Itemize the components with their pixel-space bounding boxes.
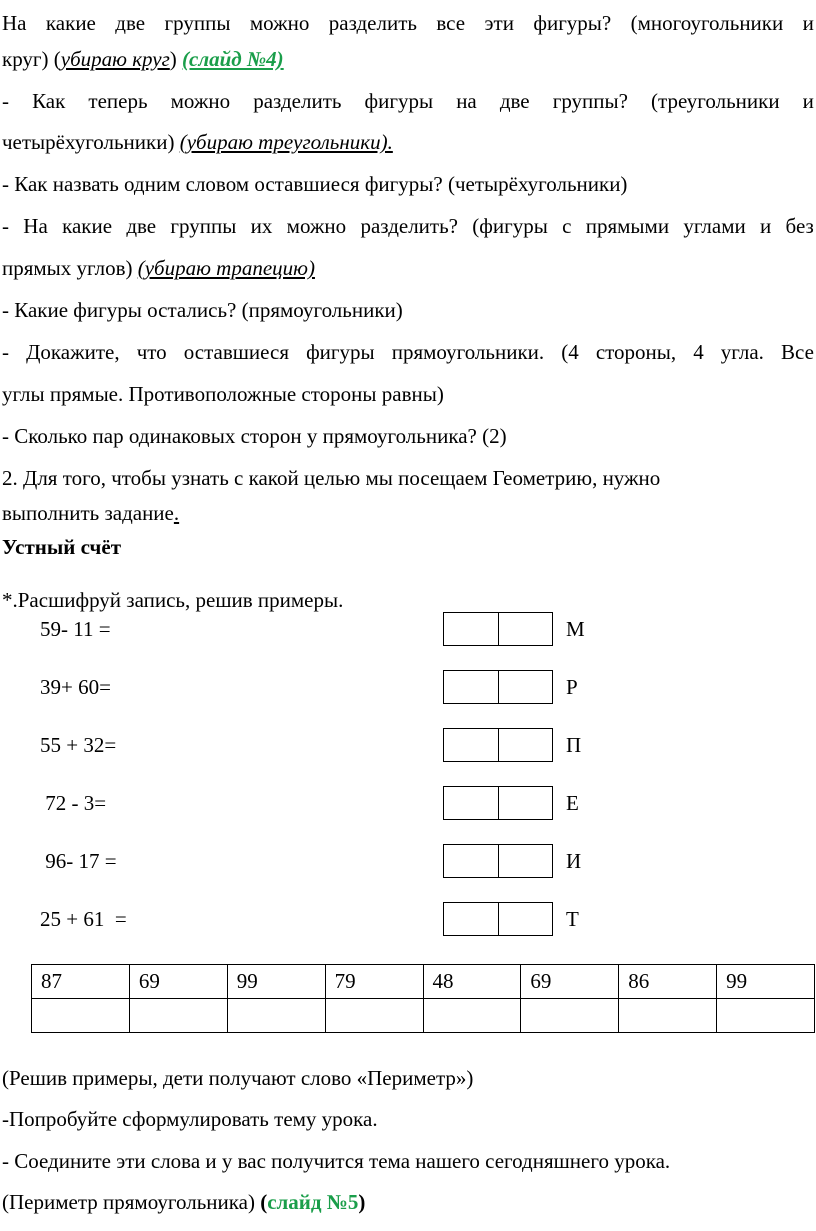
- example-expression: 25 + 61 =: [40, 907, 127, 931]
- answer-digit-box[interactable]: [444, 845, 499, 877]
- example-expression: 72 - 3=: [40, 791, 107, 815]
- intro-line-5: - Как назвать одним словом оставшиеся фигуры? (четырёхугольники): [2, 172, 628, 196]
- answer-digit-box[interactable]: [444, 729, 499, 761]
- answer-boxes[interactable]: [443, 670, 553, 704]
- word: и: [802, 11, 814, 35]
- answer-digit-box[interactable]: [499, 613, 553, 645]
- outro-line-3: - Соедините эти слова и у вас получится тема нашего сегодняшнего урока.: [2, 1149, 671, 1173]
- italic-note: (убираю трапецию): [137, 256, 315, 280]
- cipher-answer-cell[interactable]: [325, 999, 423, 1033]
- cipher-answer-cell[interactable]: [32, 999, 130, 1033]
- slide-reference: слайд №5: [267, 1190, 359, 1214]
- outro-line-1: (Решив примеры, дети получают слово «Периметр»): [2, 1066, 474, 1090]
- word: можно: [286, 214, 347, 238]
- answer-digit-box[interactable]: [444, 787, 499, 819]
- word: (треугольники: [651, 89, 780, 113]
- word: две: [499, 89, 530, 113]
- outro-line-2: -Попробуйте сформулировать тему урока.: [2, 1107, 378, 1131]
- text: четырёхугольники): [2, 130, 180, 154]
- word: и: [802, 89, 814, 113]
- intro-line-7: [2, 255, 315, 281]
- word: разделить?: [360, 214, 458, 238]
- word: фигуры?: [533, 11, 612, 35]
- word: (4: [561, 340, 579, 364]
- task-instruction: *.Расшифруй запись, решив примеры.: [2, 588, 344, 612]
- intro-line-11: - Сколько пар одинаковых сторон у прямоугольника? (2): [2, 424, 507, 448]
- cipher-answer-cell[interactable]: [227, 999, 325, 1033]
- intro-line-3: [2, 88, 814, 114]
- text: круг) (: [2, 47, 61, 71]
- word: теперь: [88, 89, 148, 113]
- word: их: [250, 214, 273, 238]
- slide-reference: (слайд №4): [182, 47, 284, 71]
- word: -: [2, 89, 9, 113]
- word: На: [23, 214, 48, 238]
- intro-line-13: [2, 500, 179, 526]
- cipher-number-cell: 79: [325, 965, 423, 999]
- word: оставшиеся: [183, 340, 289, 364]
- example-expression: 55 + 32=: [40, 733, 117, 757]
- word: На: [2, 11, 27, 35]
- word: без: [785, 214, 814, 238]
- text: .: [173, 501, 180, 525]
- answer-digit-box[interactable]: [499, 903, 553, 935]
- word: группы: [164, 11, 231, 35]
- answer-digit-box[interactable]: [499, 845, 553, 877]
- intro-line-8: - Какие фигуры остались? (прямоугольники): [2, 298, 403, 322]
- word: Все: [780, 340, 814, 364]
- word: 4: [693, 340, 704, 364]
- word: две: [126, 214, 157, 238]
- cipher-number-cell: 48: [423, 965, 521, 999]
- cipher-letter: Т: [566, 907, 579, 931]
- text: ): [169, 47, 183, 71]
- cipher-letter: М: [566, 617, 585, 641]
- cipher-number-cell: 99: [717, 965, 815, 999]
- word: группы?: [552, 89, 628, 113]
- word: с: [562, 214, 572, 238]
- example-expression: 59- 11 =: [40, 617, 111, 641]
- word: на: [456, 89, 477, 113]
- word: разделить: [253, 89, 342, 113]
- cipher-number-cell: 87: [32, 965, 130, 999]
- italic-note: (убираю треугольники).: [179, 130, 393, 154]
- cipher-answer-cell[interactable]: [521, 999, 619, 1033]
- cipher-numbers-row: [32, 965, 815, 999]
- text: прямых углов): [2, 256, 138, 280]
- intro-line-9: [2, 339, 814, 365]
- cipher-number-cell: 86: [619, 965, 717, 999]
- word: (фигуры: [472, 214, 548, 238]
- word: разделить: [328, 11, 417, 35]
- word: стороны,: [595, 340, 677, 364]
- word: Докажите,: [26, 340, 120, 364]
- word: эти: [484, 11, 514, 35]
- example-expression: 39+ 60=: [40, 675, 111, 699]
- italic-note: убираю круг: [60, 47, 170, 71]
- cipher-number-cell: 69: [129, 965, 227, 999]
- word: -: [2, 340, 9, 364]
- intro-line-1: [2, 10, 814, 36]
- intro-line-10: углы прямые. Противоположные стороны равны): [2, 382, 444, 406]
- answer-digit-box[interactable]: [499, 729, 553, 761]
- word: прямыми: [585, 214, 670, 238]
- word: Как: [32, 89, 66, 113]
- word: фигуры: [306, 340, 375, 364]
- example-expression: 96- 17 =: [40, 849, 117, 873]
- answer-boxes[interactable]: [443, 786, 553, 820]
- cipher-letter: И: [566, 849, 582, 873]
- cipher-table: [31, 964, 815, 1033]
- word: можно: [249, 11, 310, 35]
- answer-digit-box[interactable]: [444, 671, 499, 703]
- cipher-number-cell: 99: [227, 965, 325, 999]
- cipher-letter: Е: [566, 791, 579, 815]
- cipher-answer-cell[interactable]: [129, 999, 227, 1033]
- intro-line-6: [2, 213, 814, 239]
- word: какие: [45, 11, 96, 35]
- answer-digit-box[interactable]: [499, 671, 553, 703]
- answer-boxes[interactable]: [443, 902, 553, 936]
- text: выполнить задание: [2, 501, 174, 525]
- cipher-answer-cell[interactable]: [619, 999, 717, 1033]
- section-title: Устный счёт: [2, 535, 122, 559]
- cipher-answer-cell[interactable]: [423, 999, 521, 1033]
- word: -: [2, 214, 9, 238]
- answer-boxes[interactable]: [443, 728, 553, 762]
- cipher-letter: П: [566, 733, 582, 757]
- word: все: [436, 11, 466, 35]
- answer-boxes[interactable]: [443, 612, 553, 646]
- answer-boxes[interactable]: [443, 844, 553, 878]
- word: можно: [170, 89, 231, 113]
- intro-line-12: 2. Для того, чтобы узнать с какой целью мы посещаем Геометрию, нужно: [2, 466, 661, 490]
- word: две: [115, 11, 146, 35]
- answer-digit-box[interactable]: [444, 903, 499, 935]
- answer-digit-box[interactable]: [444, 613, 499, 645]
- text: (: [260, 1190, 268, 1214]
- word: и: [760, 214, 772, 238]
- cipher-answer-cell[interactable]: [717, 999, 815, 1033]
- text: (Периметр прямоугольника): [2, 1190, 261, 1214]
- cipher-answer-row: [32, 999, 815, 1033]
- word: прямоугольники.: [391, 340, 545, 364]
- intro-line-2: [2, 46, 284, 72]
- cipher-number-cell: 69: [521, 965, 619, 999]
- intro-line-4: [2, 129, 393, 155]
- text: ): [358, 1190, 366, 1214]
- answer-digit-box[interactable]: [499, 787, 553, 819]
- outro-line-4: [2, 1189, 365, 1215]
- word: углами: [683, 214, 746, 238]
- cipher-letter: Р: [566, 675, 578, 699]
- word: что: [136, 340, 167, 364]
- word: группы: [170, 214, 237, 238]
- word: угла.: [720, 340, 764, 364]
- word: (многоугольники: [630, 11, 784, 35]
- word: какие: [62, 214, 113, 238]
- word: фигуры: [364, 89, 434, 113]
